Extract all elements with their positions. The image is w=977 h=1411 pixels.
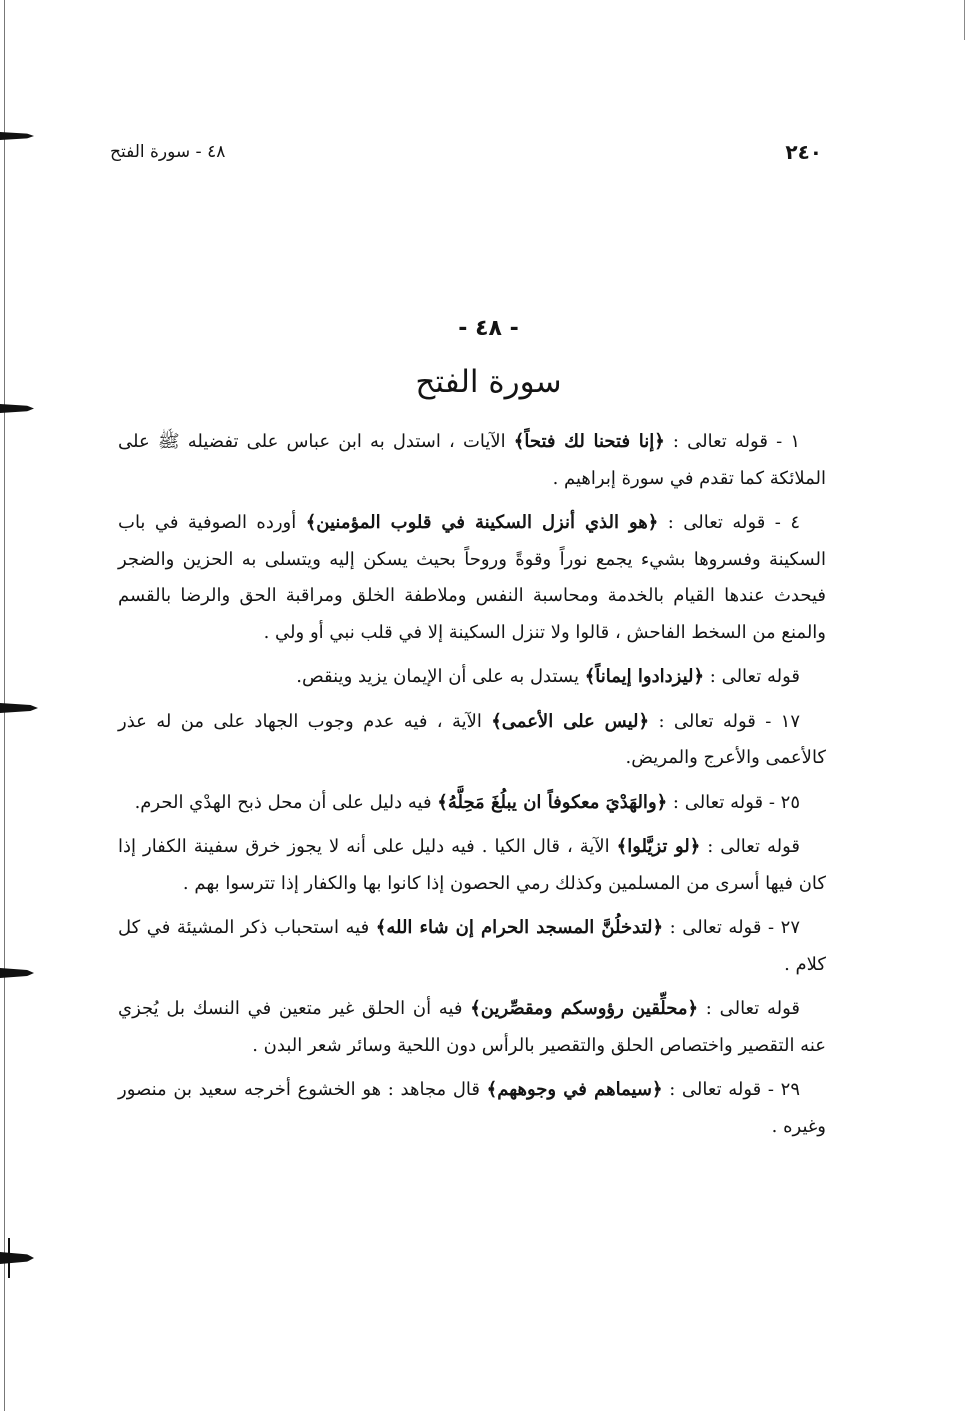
commentary-text: يستدل به على أن الإيمان يزيد وينقص. <box>296 666 585 687</box>
commentary-paragraph <box>118 785 826 822</box>
verse-reference: ١٧ - قوله تعالى : <box>649 710 801 732</box>
quranic-quote: ﴿ليس على الأعمى﴾ <box>491 710 650 732</box>
binding-mark <box>0 1252 34 1264</box>
commentary-text: الآية ، قال الكيا . فيه دليل على أنه لا يجوز خرق سفينة الكفار إذا كان فيها أسرى من المسلمين وكذلك رمي الحصون إذا كانوا بها والكفار إذا تترسوا بهم . <box>118 836 826 894</box>
verse-reference: ٢٥ - قوله تعالى : <box>667 791 800 813</box>
commentary-paragraph <box>118 910 826 983</box>
quranic-quote: ﴿سيماهم في وجوههم﴾ <box>486 1079 663 1100</box>
verse-reference: قوله تعالى : <box>698 998 801 1019</box>
commentary-paragraph <box>118 424 826 497</box>
quranic-quote: ﴿ليزدادوا إيماناً﴾ <box>584 666 705 687</box>
verse-reference: ١ - قوله تعالى : <box>664 431 800 452</box>
verse-reference: ٤ - قوله تعالى : <box>658 512 800 533</box>
commentary-paragraph <box>118 659 826 696</box>
commentary-text: فيه استحباب ذكر المشيئة في كل كلام . <box>118 917 826 975</box>
running-title: ٤٨ - سورة الفتح <box>110 142 226 162</box>
commentary-text: قال مجاهد : هو الخشوع أخرجه سعيد بن منصور وغيره . <box>118 1079 826 1137</box>
binding-mark <box>8 1238 10 1278</box>
binding-mark <box>0 968 34 978</box>
commentary-paragraph <box>118 1072 826 1145</box>
chapter-number: - ٤٨ - <box>458 316 519 341</box>
quranic-quote: ﴿هو الذي أنزل السكينة في قلوب المؤمنين﴾ <box>305 512 659 533</box>
commentary-text: الآية ، فيه عدم وجوب الجهاد على من له عذر كالأعمى والأعرج والمريض. <box>118 710 826 768</box>
commentary-text: فيه أن الحلق غير متعين في النسك بل يُجزي عنه التقصير واختصاص الحلق والتقصير بالرأس دون اللحية وسائر شعر البدن . <box>118 998 826 1056</box>
quranic-quote: ﴿لو تزيَّلوا﴾ <box>616 836 701 857</box>
chapter-title: سورة الفتح <box>415 364 562 400</box>
verse-reference: قوله تعالى : <box>704 666 800 687</box>
commentary-paragraph <box>118 704 826 777</box>
quranic-quote: ﴿إنا فتحنا لك فتحاً﴾ <box>513 431 665 452</box>
verse-reference: قوله تعالى : <box>700 836 800 857</box>
commentary-paragraph <box>118 829 826 902</box>
commentary-text: الآيات ، استدل به ابن عباس على تفضيله ﷺ على الملائكة كما تقدم في سورة إبراهيم . <box>118 431 826 489</box>
binding-mark <box>0 404 34 413</box>
verse-reference: ٢٧ - قوله تعالى : <box>663 917 800 938</box>
running-header <box>110 140 822 170</box>
commentary-text: فيه دليل على أن محل ذبح الهدْي الحرم. <box>134 791 438 813</box>
edge-dot <box>964 0 965 40</box>
quranic-quote: ﴿والهَدْيَ معكوفاً ان يبلُغَ مَحِلَّهُ﴾ <box>437 791 668 813</box>
body-text <box>118 424 826 1153</box>
binding-mark <box>0 132 34 140</box>
commentary-text: أورده الصوفية في باب السكينة وفسروها بشيء يجمع نوراً وقوةً وروحاً بحيث يسكن إليه ويتسلى به الحزين والضجر فيحدث عندها القيام بالخدمة ومحاسبة النفس وملاطفة الخلق ومراقبة الحق والرضا بالقسم والمنع من السخط الفاحش ، قالوا ولا تنزل السكينة إلا في قلب نبي أو ولي . <box>118 512 826 643</box>
quranic-quote: ﴿محلِّقين رؤوسكم ومقصِّرين﴾ <box>470 998 699 1019</box>
quranic-quote: ﴿لتدخلُنَّ المسجد الحرام إن شاء الله﴾ <box>375 917 664 938</box>
commentary-paragraph <box>118 991 826 1064</box>
verse-reference: ٢٩ - قوله تعالى : <box>662 1079 801 1100</box>
page-number: ٢٤٠ <box>785 140 822 164</box>
commentary-paragraph <box>118 505 826 651</box>
binding-mark <box>0 703 38 713</box>
